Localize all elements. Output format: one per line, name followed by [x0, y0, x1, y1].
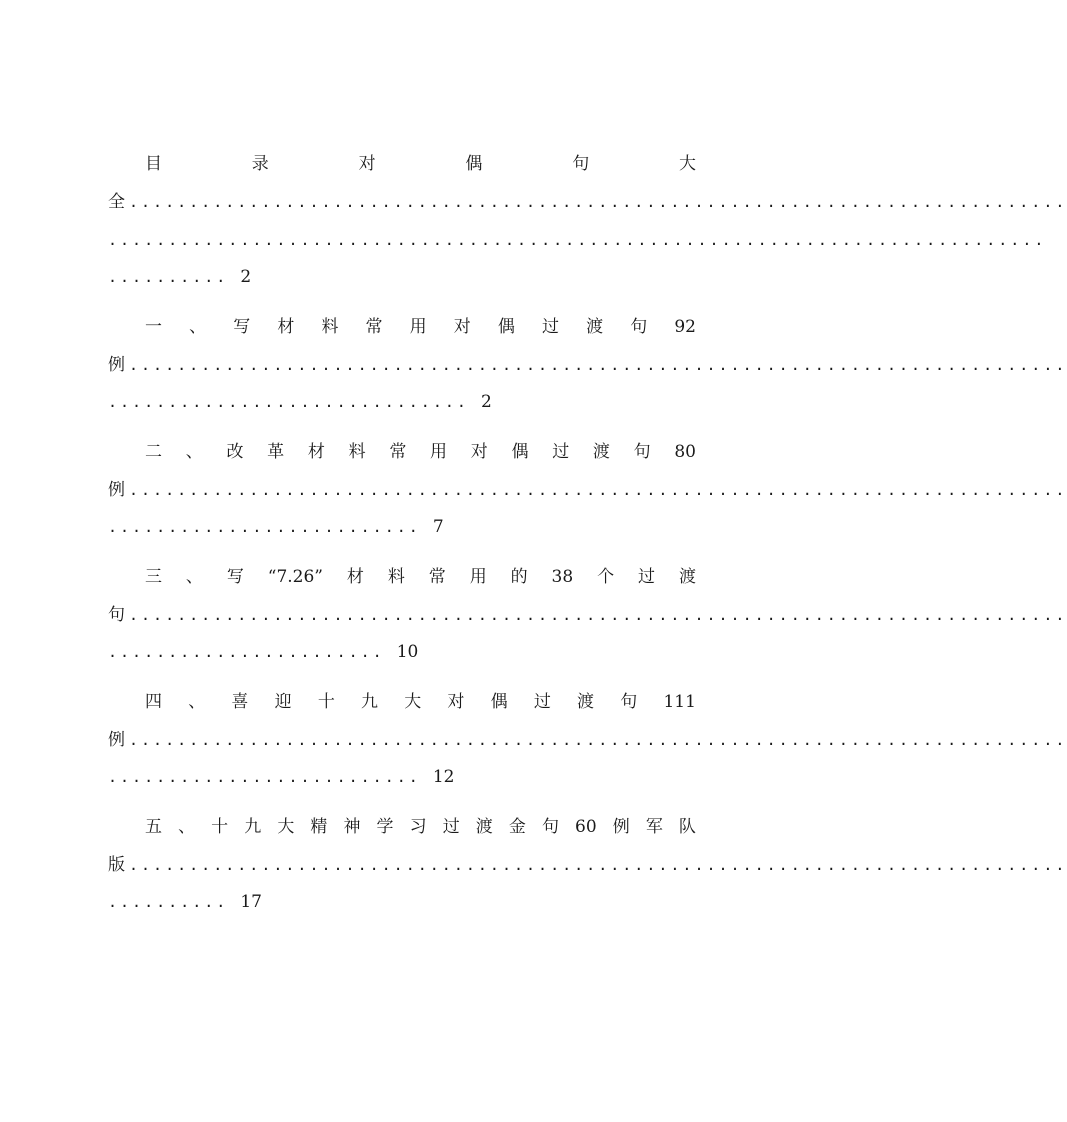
toc-title-char: 三 — [145, 567, 162, 587]
dot-leader: .............................................................................. — [129, 356, 1067, 374]
toc-page-number[interactable]: 12 — [432, 767, 455, 787]
toc-title-char: 句 — [108, 605, 125, 625]
toc-title-char: 改 — [226, 442, 244, 462]
toc-entry-leader-line — [108, 189, 1067, 215]
toc-title-char: 111 — [663, 692, 696, 712]
toc-title-char: 大 — [404, 692, 422, 712]
toc-title-char: 用 — [469, 567, 487, 587]
toc-title-char: “7.26” — [267, 567, 323, 587]
dot-leader: .......... — [108, 268, 229, 286]
toc-title-char: 对 — [470, 442, 488, 462]
toc-title-char: 、 — [185, 567, 203, 587]
toc-title-char: 偶 — [497, 317, 515, 337]
toc-title-char: 用 — [430, 442, 448, 462]
dot-leader: .............................. — [108, 393, 469, 411]
toc-title-char: 四 — [145, 692, 162, 712]
toc-title-char: 写 — [233, 317, 251, 337]
toc-entry-leader-line — [108, 727, 1067, 753]
toc-title-char: 例 — [612, 817, 630, 837]
dot-leader: .............................................................................. — [129, 731, 1067, 749]
toc-page-number[interactable]: 17 — [240, 892, 262, 912]
dot-leader: .......... — [108, 893, 229, 911]
toc-title-char: 对 — [358, 154, 376, 174]
toc-title-char: 句 — [633, 442, 651, 462]
dot-leader: .............................................................................. — [108, 231, 1047, 249]
toc-title-char: 句 — [541, 817, 559, 837]
toc-title-char: 渡 — [577, 692, 595, 712]
toc-entry-page-line[interactable] — [108, 264, 696, 290]
toc-title-char: 对 — [447, 692, 465, 712]
toc-entry-title-line — [145, 439, 696, 465]
toc-title-char: 队 — [678, 817, 696, 837]
toc-title-char: 、 — [185, 442, 203, 462]
toc-title-char: 十 — [317, 692, 335, 712]
toc-title-char: 目 — [145, 154, 162, 174]
toc-entry-page-line[interactable] — [108, 639, 696, 665]
toc-title-char: 写 — [226, 567, 244, 587]
toc-title-char: 过 — [533, 692, 551, 712]
toc-title-char: 录 — [251, 154, 269, 174]
toc-title-char: 、 — [178, 817, 196, 837]
toc-title-char: 例 — [108, 730, 125, 750]
toc-title-char: 用 — [409, 317, 427, 337]
dot-leader: .............................................................................. — [129, 481, 1067, 499]
toc-title-char: 材 — [307, 442, 325, 462]
toc-title-char: 料 — [387, 567, 405, 587]
toc-title-char: 渡 — [586, 317, 604, 337]
toc-title-char: 料 — [321, 317, 339, 337]
toc-title-char: 过 — [442, 817, 460, 837]
toc-title-char: 句 — [620, 692, 638, 712]
toc-title-char: 常 — [365, 317, 383, 337]
toc-entry-title-line — [145, 151, 696, 177]
dot-leader: .............................................................................. — [129, 856, 1067, 874]
toc-title-char: 十 — [211, 817, 229, 837]
toc-title-char: 38 — [551, 567, 574, 587]
toc-title-char: 金 — [508, 817, 526, 837]
toc-title-char: 过 — [552, 442, 570, 462]
toc-entry-page-line[interactable] — [108, 764, 696, 790]
toc-page-number[interactable]: 7 — [432, 517, 444, 537]
toc-entry-page-line[interactable] — [108, 514, 696, 540]
toc-title-char: 、 — [189, 317, 207, 337]
toc-entry-leader-line — [108, 227, 1047, 253]
toc-title-char: 喜 — [231, 692, 249, 712]
toc-title-char: 偶 — [490, 692, 508, 712]
toc-entry-leader-line — [108, 602, 1067, 628]
dot-leader: ....................... — [108, 643, 385, 661]
toc-title-char: 二 — [145, 442, 162, 462]
toc-title-char: 渡 — [678, 567, 696, 587]
toc-title-char: 习 — [409, 817, 427, 837]
toc-title-char: 渡 — [592, 442, 610, 462]
toc-title-char: 一 — [145, 317, 162, 337]
toc-title-char: 例 — [108, 480, 125, 500]
toc-title-char: 92 — [674, 317, 696, 337]
toc-entry-page-line[interactable] — [108, 889, 696, 915]
toc-title-char: 对 — [453, 317, 471, 337]
toc-title-char: 渡 — [475, 817, 493, 837]
dot-leader: .............................................................................. — [129, 606, 1067, 624]
toc-entry-leader-line — [108, 352, 1067, 378]
toc-title-char: 学 — [376, 817, 394, 837]
toc-title-char: 五 — [145, 817, 162, 837]
toc-title-char: 神 — [343, 817, 361, 837]
toc-title-char: 例 — [108, 355, 125, 375]
toc-title-char: 的 — [510, 567, 528, 587]
toc-title-char: 革 — [267, 442, 285, 462]
dot-leader: .............................................................................. — [129, 193, 1067, 211]
toc-title-char: 材 — [346, 567, 364, 587]
toc-title-char: 全 — [108, 192, 125, 212]
toc-entry-title-line — [145, 314, 696, 340]
toc-title-char: 军 — [645, 817, 663, 837]
toc-entry-title-line — [145, 689, 696, 715]
toc-title-char: 、 — [188, 692, 206, 712]
toc-title-char: 偶 — [465, 154, 483, 174]
toc-page-number[interactable]: 2 — [480, 392, 492, 412]
toc-entry-title-line — [145, 564, 696, 590]
toc-page-number[interactable]: 10 — [396, 642, 419, 662]
toc-page-number[interactable]: 2 — [240, 267, 252, 287]
toc-title-char: 过 — [541, 317, 559, 337]
dot-leader: .......................... — [108, 768, 421, 786]
toc-title-char: 个 — [597, 567, 615, 587]
toc-title-char: 过 — [638, 567, 656, 587]
toc-entry-title-line — [145, 814, 696, 840]
toc-title-char: 精 — [310, 817, 328, 837]
toc-title-char: 大 — [277, 817, 295, 837]
toc-title-char: 60 — [575, 817, 597, 837]
toc-title-char: 80 — [674, 442, 696, 462]
toc-title-char: 常 — [389, 442, 407, 462]
toc-title-char: 迎 — [274, 692, 292, 712]
toc-title-char: 九 — [361, 692, 379, 712]
toc-title-char: 九 — [244, 817, 262, 837]
toc-title-char: 常 — [428, 567, 446, 587]
toc-title-char: 句 — [572, 154, 590, 174]
toc-entry-leader-line — [108, 852, 1067, 878]
dot-leader: .......................... — [108, 518, 421, 536]
toc-entry-page-line[interactable] — [108, 389, 696, 415]
toc-title-char: 偶 — [511, 442, 529, 462]
toc-title-char: 材 — [277, 317, 295, 337]
toc-title-char: 版 — [108, 855, 125, 875]
toc-entry-leader-line — [108, 477, 1067, 503]
toc-title-char: 料 — [348, 442, 366, 462]
toc-title-char: 大 — [678, 154, 696, 174]
toc-title-char: 句 — [630, 317, 648, 337]
